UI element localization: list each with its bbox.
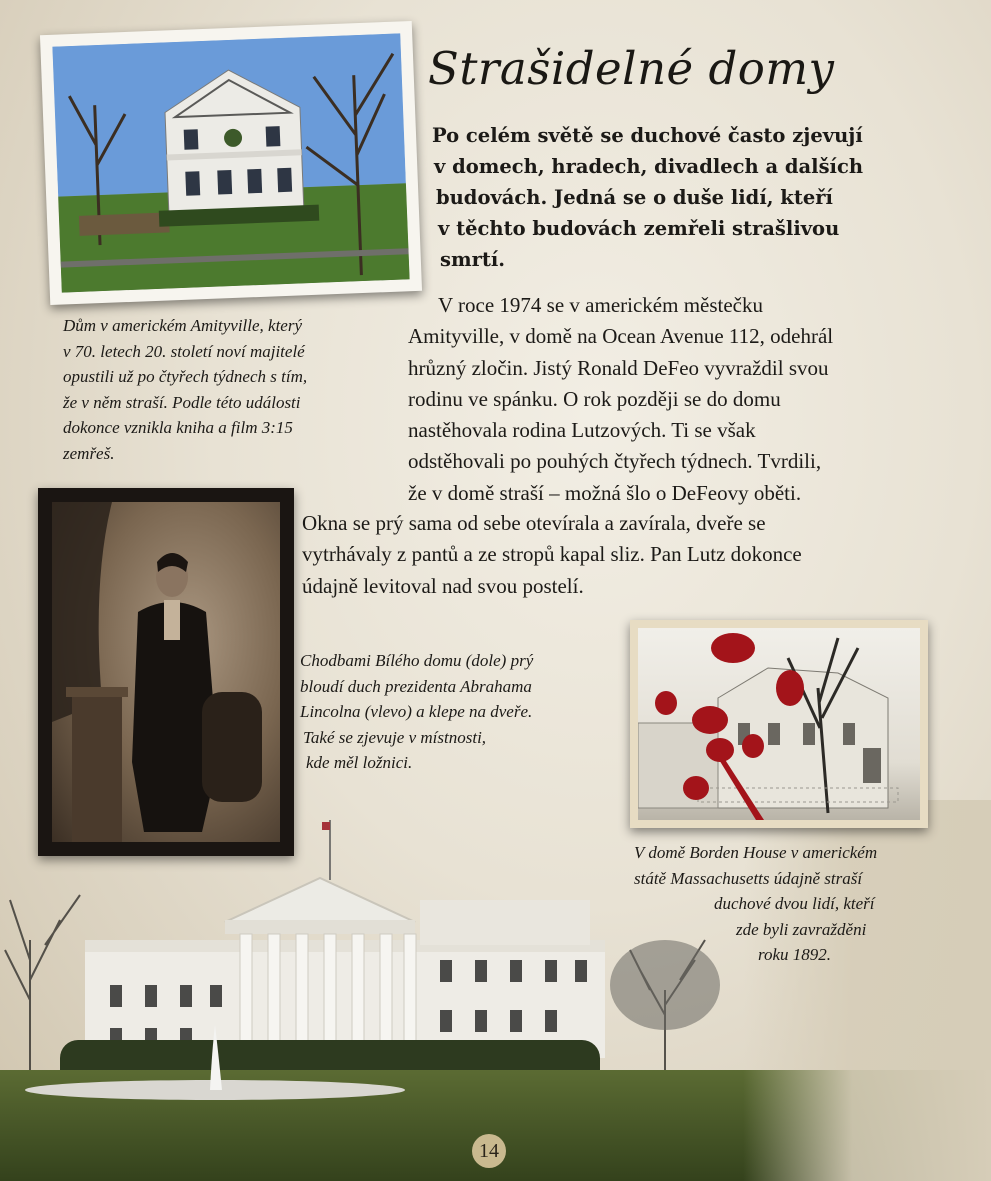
caption-line: kde měl ložnici. bbox=[306, 753, 413, 772]
lead-line: v domech, hradech, divadlech a dalších bbox=[434, 155, 864, 178]
body-line: vytrhávaly z pantů a ze stropů kapal sliz. Pan Lutz dokonce bbox=[302, 542, 802, 567]
body-line: rodinu ve spánku. O rok později se do domu bbox=[408, 386, 781, 411]
body-paragraph-2 bbox=[300, 508, 980, 602]
caption-line: dokonce vznikla kniha a film 3:15 bbox=[63, 418, 293, 437]
caption-line: V domě Borden House v americkém bbox=[634, 843, 878, 862]
page-number: 14 bbox=[472, 1134, 506, 1168]
body-line: nastěhovala rodina Lutzových. Ti se však bbox=[408, 418, 756, 443]
caption-line: zemřeš. bbox=[63, 443, 115, 463]
lead-line: v těchto budovách zemřeli strašlivou bbox=[438, 217, 840, 240]
body-line: hrůzný zločin. Jistý Ronald DeFeo vyvraždil svou bbox=[408, 355, 829, 380]
caption-line: státě Massachusetts údajně straší bbox=[634, 868, 863, 888]
lead-line: Po celém světě se duchové často zjevují bbox=[432, 124, 863, 147]
body-line: údajně levitoval nad svou postelí. bbox=[302, 573, 584, 598]
amityville-house-photo bbox=[40, 21, 422, 305]
page-title: Strašidelné domy bbox=[428, 42, 835, 95]
amityville-caption bbox=[63, 313, 307, 466]
caption-line: duchové dvou lidí, kteří bbox=[714, 894, 875, 913]
lincoln-caption bbox=[300, 648, 533, 776]
body-line: V roce 1974 se v americkém městečku bbox=[438, 293, 763, 317]
caption-line: roku 1892. bbox=[758, 945, 832, 964]
caption-line: Dům v americkém Amityville, který bbox=[63, 316, 303, 335]
borden-house-photo bbox=[630, 620, 928, 828]
caption-line: že v něm straší. Podle této události bbox=[63, 392, 301, 412]
lincoln-portrait-photo bbox=[38, 488, 294, 856]
lead-line: smrtí. bbox=[440, 248, 506, 271]
body-line: odstěhovali po pouhých čtyřech týdnech. Tvrdili, bbox=[408, 449, 822, 474]
caption-line: Lincolna (vlevo) a klepe na dveře. bbox=[300, 702, 533, 721]
caption-line: zde byli zavražděni bbox=[736, 919, 867, 939]
body-line: Okna se prý sama od sebe otevírala a zavírala, dveře se bbox=[302, 511, 766, 535]
lead-line: budovách. Jedná se o duše lidí, kteří bbox=[436, 186, 833, 209]
borden-caption bbox=[634, 840, 877, 968]
caption-line: v 70. letech 20. století noví majitelé bbox=[63, 341, 305, 361]
caption-line: bloudí duch prezidenta Abrahama bbox=[300, 676, 532, 696]
body-line: Amityville, v domě na Ocean Avenue 112, odehrál bbox=[408, 324, 834, 349]
caption-line: Chodbami Bílého domu (dole) prý bbox=[300, 651, 534, 670]
body-line: že v domě straší – možná šlo o DeFeovy oběti. bbox=[408, 480, 802, 505]
lead-paragraph bbox=[432, 120, 902, 275]
body-paragraph-1 bbox=[408, 290, 978, 509]
caption-line: Také se zjevuje v místnosti, bbox=[303, 727, 487, 747]
caption-line: opustili už po čtyřech týdnech s tím, bbox=[63, 367, 308, 386]
